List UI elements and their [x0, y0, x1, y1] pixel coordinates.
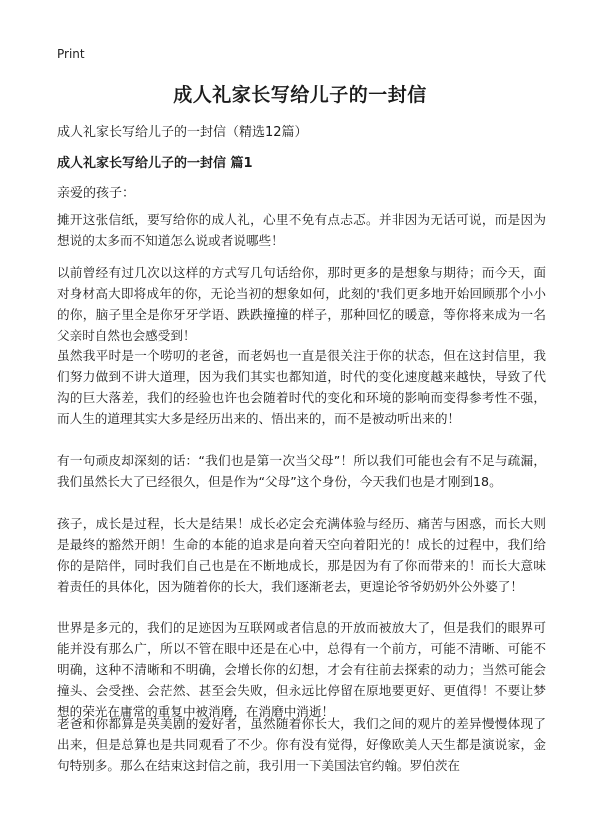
- letter-paragraph-5: 孩子，成长是过程，长大是结果！成长必定会充满体验与经历、痛苦与困惑，而长大则是最终的豁然开朗！生命的本能的追求是向着天空向着阳光的！成长的过程中，我们给你的是陪伴，同时我们自己也是在不断地成长，那是因为有了你而带来的！而长大意味着责任的具体化，因为随着你的长大，我们逐渐老去，更遑论爷爷奶奶外公外婆了！: [57, 516, 546, 594]
- page-title: 成人礼家长写给儿子的一封信: [173, 84, 427, 106]
- letter-paragraph-6: 世界是多元的，我们的足迹因为互联网或者信息的开放而被放大了，但是我们的眼界可能并没有那么广，所以不管在眼中还是在心中，总得有一个前方，可能不清晰、可能不明确，这种不清晰和不明确，会增长你的幻想，才会有往前去探索的动力；当然可能会撞头、会受挫、会茫然、甚至会失败，但永远比停留在原地要更好、更值得！不要让梦想的荣光在庸常的重复中被消磨，在消磨中消逝！: [57, 620, 546, 719]
- letter-paragraph-1: 摊开这张信纸，要写给你的成人礼，心里不免有点忐忑。并非因为无话可说，而是因为想说的太多而不知道怎么说或者说哪些！: [57, 212, 546, 248]
- letter-paragraph-3: 虽然我平时是一个唠叨的老爸，而老妈也一直是很关注于你的状态，但在这封信里，我们努力做到不讲大道理，因为我们其实也都知道，时代的变化速度越来越快，导致了代沟的巨大落差，我们的经验也许也会随着时代的变化和环境的影响而变得参考性不强，而人生的道理其实大多是经历出来的、悟出来的，而不是被动听出来的！: [57, 348, 546, 426]
- letter-greeting: 亲爱的孩子：: [57, 186, 136, 201]
- letter-paragraph-4: 有一句顽皮却深刻的话：“我们也是第一次当父母”！所以我们可能也会有不足与疏漏，我们虽然长大了已经很久，但是作为“父母”这个身份，今天我们也是才刚到18。: [57, 453, 546, 489]
- document-subtitle: 成人礼家长写给儿子的一封信（精选12篇）: [57, 125, 308, 140]
- letter-paragraph-2: 以前曾经有过几次以这样的方式写几句话给你，那时更多的是想象与期待；而今天，面对身材高大即将成年的你，无论当初的想象如何，此刻的'我们更多地开始回顾那个小小的你，脑子里全是你牙牙学语、跌跌撞撞的样子，那种回忆的暖意，等你将来成为一名父亲时自然也会感受到！: [57, 265, 546, 343]
- letter-paragraph-7: 老爸和你都算是英美剧的爱好者，虽然随着你长大，我们之间的观片的差异慢慢体现了出来，但是总算也是共同观看了不少。你有没有觉得，好像欧美人天生都是演说家，金句特别多。那么在结束这封信之前，我引用一下美国法官约翰。罗伯茨在: [57, 716, 546, 773]
- print-link[interactable]: Print: [57, 47, 85, 61]
- section-heading: 成人礼家长写给儿子的一封信 篇1: [57, 156, 253, 171]
